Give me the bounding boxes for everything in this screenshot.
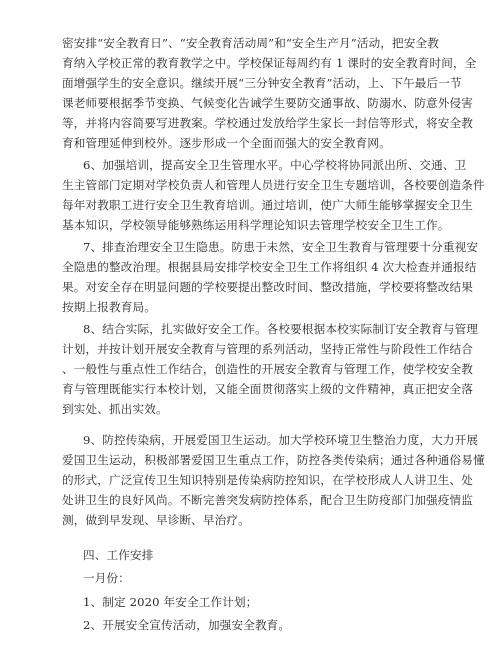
text-line: 计划，并按计划开展安全教育与管理的系列活动，坚持正常性与阶段性工作结合: [62, 342, 474, 356]
list-item: 2、开展安全宣传活动，加强安全教育。: [83, 618, 291, 632]
month-heading: 一月份：: [83, 571, 130, 585]
text-line: 育和管理延伸到校外。逐步形成一个全面而强大的安全教育网。: [62, 136, 391, 150]
text-line: 基本知识，学校领导能够熟练运用科学理论知识去管理学校安全卫生工作。: [62, 218, 450, 232]
paragraph-heading-7: 7、排查治理安全卫生隐患。防患于未然，安全卫生教育与管理要十分重视安: [83, 240, 479, 254]
text-line: 的形式，广泛宣传卫生知识特别是传染病防控知识，在学校形成人人讲卫生、处: [62, 473, 474, 487]
text-line: 每年对教职工进行安全卫生教育培训。通过培训，使广大师生能够掌握安全卫生: [62, 198, 474, 212]
text-line: 生主管部门定期对学校负责人和管理人员进行安全卫生专题培训，各校要创造条件: [62, 178, 485, 192]
text-line: 果。对安全存在明显问题的学校要提出整改时间、整改措施，学校要将整改结果: [62, 280, 474, 294]
paragraph-heading-6: 6、加强培训，提高安全卫生管理水平。中心学校将协同派出所、交通、卫: [83, 158, 467, 172]
paragraph-heading-8: 8、结合实际，扎实做好安全工作。各校要根据本校实际制订安全教育与管理: [83, 322, 479, 336]
text-line: 测，做到早发现、早诊断、早治疗。: [62, 513, 250, 527]
text-line: 等，并将内容简要写进教案。学校通过发放给学生家长一封信等形式，将安全教: [62, 116, 474, 130]
section-heading: 四、工作安排: [83, 548, 154, 562]
text-line: 爱国卫生运动，积极部署爱国卫生重点工作，防控各类传染病；通过各种通俗易懂: [62, 453, 485, 467]
text-line: 面增强学生的安全意识。继续开展“三分钟安全教育”活动，上、下午最后一节: [62, 76, 462, 90]
text-line: 按期上报教育局。: [62, 300, 156, 314]
paragraph-heading-9: 9、防控传染病，开展爱国卫生运动。加大学校环境卫生整治力度，大力开展: [83, 433, 479, 447]
text-line: 育与管理既能实行本校计划，又能全面贯彻落实上级的文件精神，真正把安全落: [62, 382, 474, 396]
list-item: 1、制定 2020 年安全工作计划；: [83, 595, 258, 609]
text-line: 到实处、抓出实效。: [62, 402, 168, 416]
text-line: 育纳入学校正常的教育教学之中。学校保证每周约有 1 课时的安全教育时间，全: [62, 56, 477, 70]
text-line: 密安排“安全教育日”、“安全教育活动周”和“安全生产月”活动，把安全教: [62, 36, 440, 50]
text-line: 全隐患的整改治理。根据县局安排学校安全卫生工作将组织 4 次大检查并通报结: [62, 260, 477, 274]
text-line: 课老师要根据季节变换、气候变化告诫学生要防交通事故、防溺水、防意外侵害: [62, 96, 474, 110]
text-line: 处讲卫生的良好风尚。不断完善突发病防控体系，配合卫生防疫部门加强疫情监: [62, 493, 474, 507]
text-line: 、一般性与重点性工作结合，创造性的开展安全教育与管理工作，使学校安全教: [62, 362, 474, 376]
